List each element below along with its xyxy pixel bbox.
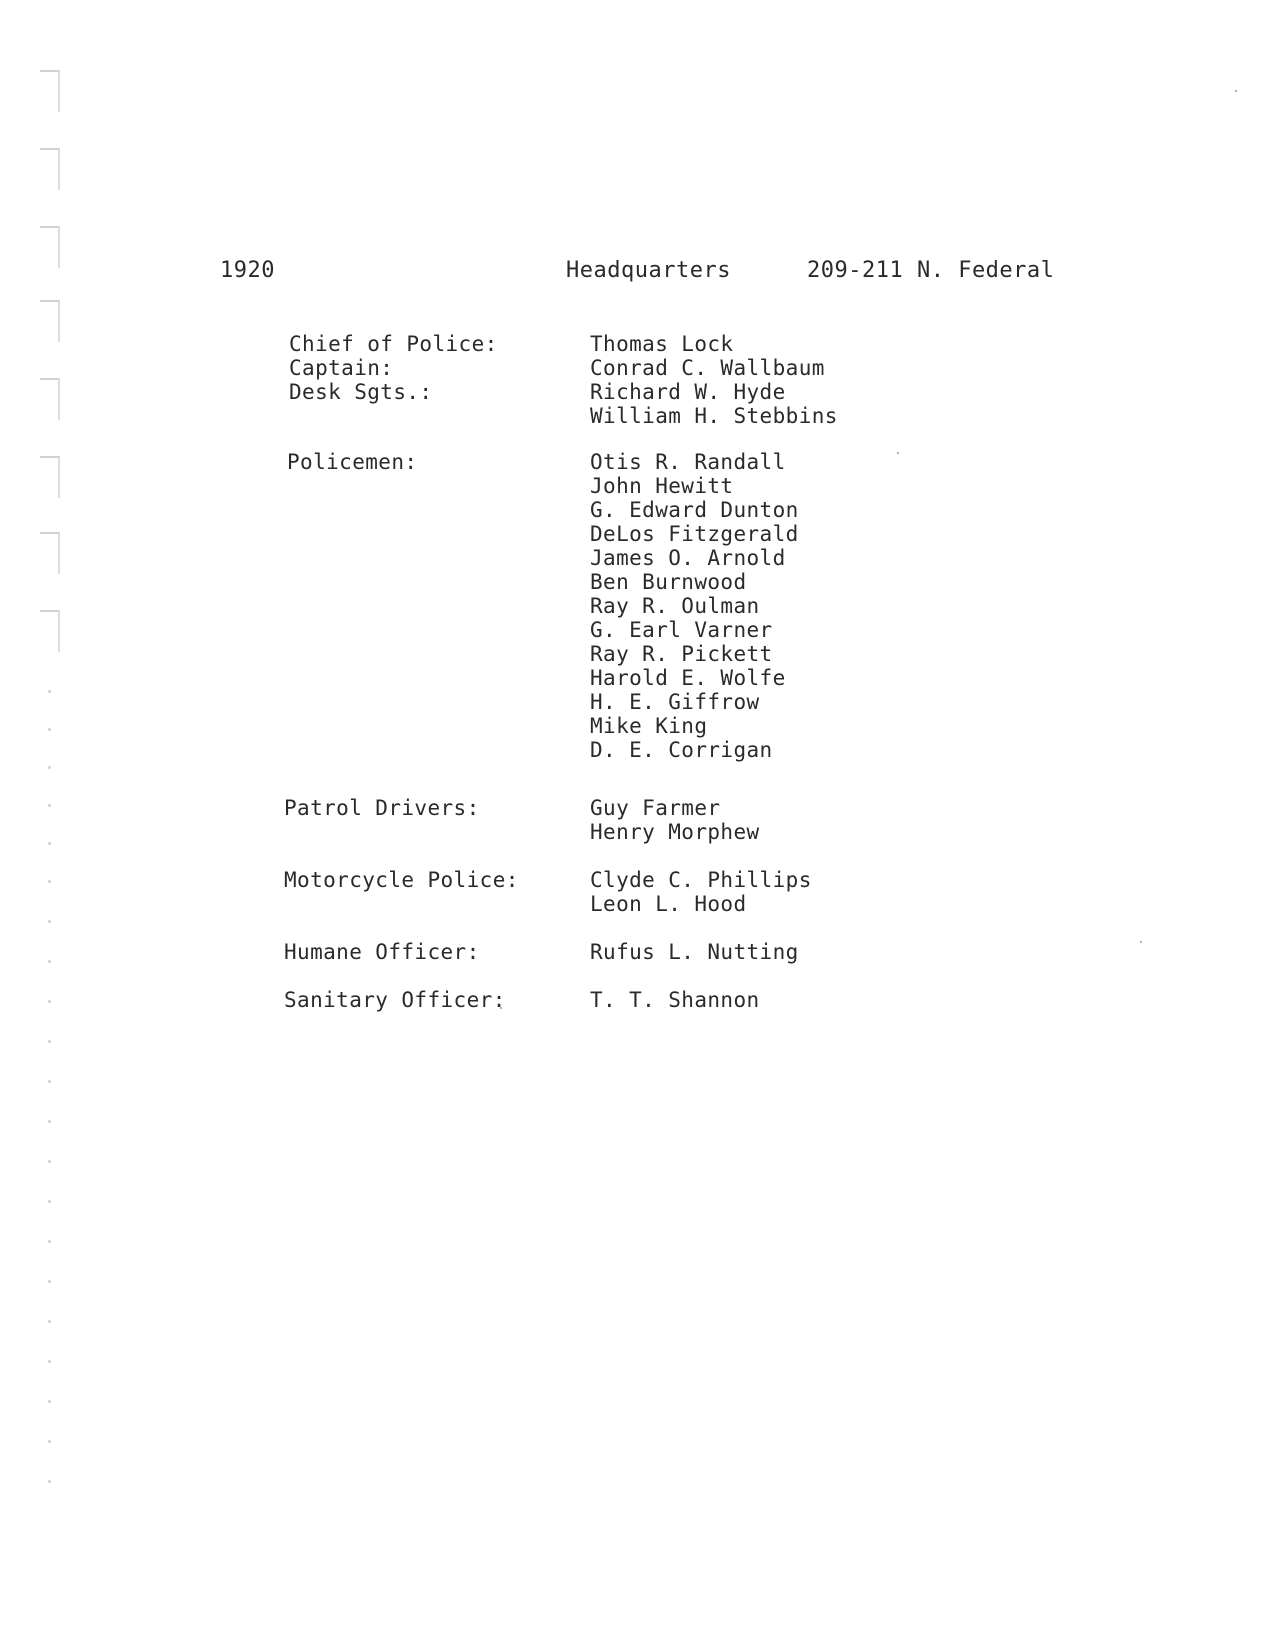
name-entry: H. E. Giffrow: [590, 690, 760, 714]
binding-dot: [48, 1280, 51, 1283]
binding-dot: [48, 1480, 51, 1483]
role-label-policemen: Policemen:: [287, 450, 418, 474]
role-label-captain: Captain:: [289, 356, 394, 380]
name-entry: DeLos Fitzgerald: [590, 522, 799, 546]
name-entry: Ben Burnwood: [590, 570, 747, 594]
name-entry: Rufus L. Nutting: [590, 940, 799, 964]
name-entry: Ray R. Pickett: [590, 642, 773, 666]
binding-mark: [40, 610, 60, 652]
binding-dot: [48, 1080, 51, 1083]
year: 1920: [220, 258, 275, 283]
name-entry: Guy Farmer: [590, 796, 721, 820]
binding-mark: [40, 300, 60, 342]
name-entry: T. T. Shannon: [590, 988, 760, 1012]
role-label-sanitary-officer: Sanitary Officer:: [284, 988, 506, 1012]
policemen-names: [590, 450, 799, 762]
binding-dot: [48, 960, 51, 963]
sanitary-officer-names: [590, 988, 760, 1012]
binding-dot: [48, 920, 51, 923]
binding-dot: [48, 842, 51, 845]
command-names: [590, 332, 838, 428]
name-entry: D. E. Corrigan: [590, 738, 773, 762]
binding-dot: [48, 1040, 51, 1043]
binding-dot: [48, 690, 51, 693]
name-entry: John Hewitt: [590, 474, 734, 498]
name-entry: Mike King: [590, 714, 708, 738]
binding-dot: [48, 1000, 51, 1003]
paper-speck: [897, 452, 899, 454]
name-entry: Harold E. Wolfe: [590, 666, 786, 690]
binding-dot: [48, 880, 51, 883]
name-entry: William H. Stebbins: [590, 404, 838, 428]
name-entry: Ray R. Oulman: [590, 594, 760, 618]
binding-dot: [48, 804, 51, 807]
patrol-drivers-names: [590, 796, 760, 844]
binding-mark: [40, 532, 60, 574]
address: 209-211 N. Federal: [807, 258, 1055, 283]
humane-officer-names: [590, 940, 799, 964]
role-label-humane-officer: Humane Officer:: [284, 940, 480, 964]
binding-mark: [40, 456, 60, 498]
binding-dot: [48, 766, 51, 769]
paper-speck: [1235, 90, 1237, 92]
binding-dot: [48, 1200, 51, 1203]
paper-speck: [1140, 941, 1142, 943]
name-entry: Richard W. Hyde: [590, 380, 786, 404]
binding-dot: [48, 728, 51, 731]
name-entry: James O. Arnold: [590, 546, 786, 570]
name-entry: G. Earl Varner: [590, 618, 773, 642]
binding-dot: [48, 1120, 51, 1123]
binding-dot: [48, 1400, 51, 1403]
role-label-motorcycle-police: Motorcycle Police:: [284, 868, 519, 892]
binding-dot: [48, 1160, 51, 1163]
name-entry: Conrad C. Wallbaum: [590, 356, 825, 380]
binding-mark: [40, 226, 60, 268]
binding-marks: [40, 60, 70, 1540]
name-entry: Clyde C. Phillips: [590, 868, 812, 892]
name-entry: Leon L. Hood: [590, 892, 747, 916]
name-entry: G. Edward Dunton: [590, 498, 799, 522]
motorcycle-police-names: [590, 868, 812, 916]
binding-dot: [48, 1360, 51, 1363]
name-entry: Henry Morphew: [590, 820, 760, 844]
binding-mark: [40, 148, 60, 190]
name-entry: Thomas Lock: [590, 332, 734, 356]
binding-dot: [48, 1320, 51, 1323]
binding-mark: [40, 378, 60, 420]
location-title: Headquarters: [566, 258, 731, 283]
name-entry: Otis R. Randall: [590, 450, 786, 474]
role-label-chief: Chief of Police:: [289, 332, 498, 356]
binding-dot: [48, 1240, 51, 1243]
binding-mark: [40, 70, 60, 112]
role-label-patrol-drivers: Patrol Drivers:: [284, 796, 480, 820]
role-label-desk-sgts: Desk Sgts.:: [289, 380, 433, 404]
binding-dot: [48, 1440, 51, 1443]
